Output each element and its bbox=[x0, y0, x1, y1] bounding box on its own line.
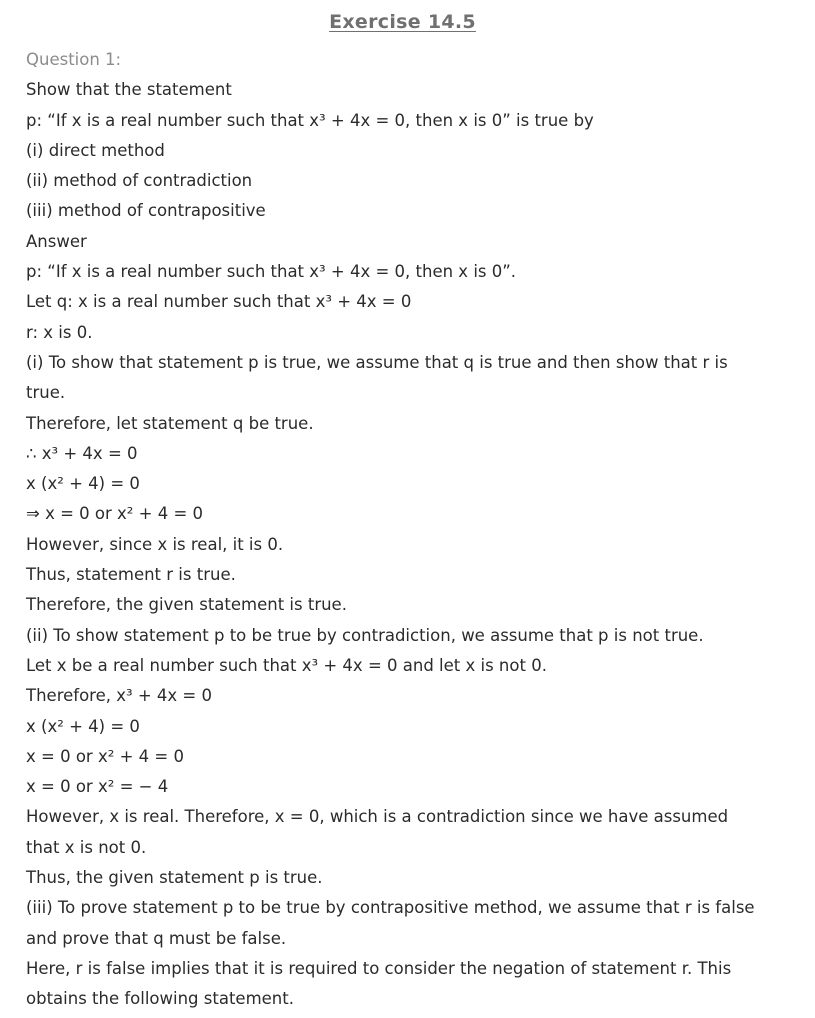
equation-line: ∴ x³ + 4x = 0 bbox=[26, 443, 138, 463]
text-line: Let x be a real number such that x³ + 4x = 0 and let x is not 0. bbox=[26, 655, 547, 675]
text-line: (i) direct method bbox=[26, 140, 165, 160]
text-line: (iii) method of contrapositive bbox=[26, 201, 266, 221]
question-heading: Question 1: bbox=[26, 50, 122, 69]
equation-line: x (x² + 4) = 0 bbox=[26, 716, 140, 736]
text-line: p: “If x is a real number such that x³ + 4x = 0, then x is 0”. bbox=[26, 262, 517, 282]
text-line: (i) To show that statement p is true, we assume that q is true and then show that r is bbox=[26, 352, 728, 372]
text-line: Therefore, the given statement is true. bbox=[26, 595, 347, 615]
equation-line: Therefore, x³ + 4x = 0 bbox=[26, 686, 212, 706]
text-line: p: “If x is a real number such that x³ + 4x = 0, then x is 0” is true by bbox=[26, 110, 594, 130]
text-line: Here, r is false implies that it is required to consider the negation of statement r. This bbox=[26, 958, 732, 978]
text-line: Therefore, let statement q be true. bbox=[26, 413, 314, 433]
text-line: Show that the statement bbox=[26, 80, 232, 100]
text-line: and prove that q must be false. bbox=[26, 928, 287, 948]
equation-line: x = 0 or x² = − 4 bbox=[26, 777, 169, 797]
answer-heading: Answer bbox=[26, 231, 87, 251]
text-line: true. bbox=[26, 383, 66, 403]
text-line: Thus, statement r is true. bbox=[26, 565, 236, 585]
text-line: Let q: x is a real number such that x³ + 4x = 0 bbox=[26, 292, 412, 312]
text-line: r: x is 0. bbox=[26, 322, 93, 342]
equation-line: x = 0 or x² + 4 = 0 bbox=[26, 746, 184, 766]
text-line: (iii) To prove statement p to be true by contrapositive method, we assume that r is false bbox=[26, 898, 755, 918]
text-line: (ii) To show statement p to be true by contradiction, we assume that p is not true. bbox=[26, 625, 704, 645]
equation-line: x (x² + 4) = 0 bbox=[26, 474, 140, 494]
text-line: that x is not 0. bbox=[26, 837, 147, 857]
text-line: (ii) method of contradiction bbox=[26, 171, 253, 191]
text-line: However, x is real. Therefore, x = 0, which is a contradiction since we have assumed bbox=[26, 807, 729, 827]
text-line: However, since x is real, it is 0. bbox=[26, 534, 284, 554]
document-body bbox=[26, 45, 806, 1015]
equation-line: ⇒ x = 0 or x² + 4 = 0 bbox=[26, 504, 204, 524]
text-line: obtains the following statement. bbox=[26, 989, 294, 1009]
exercise-title: Exercise 14.5 bbox=[329, 11, 476, 33]
text-line: Thus, the given statement p is true. bbox=[26, 868, 323, 888]
